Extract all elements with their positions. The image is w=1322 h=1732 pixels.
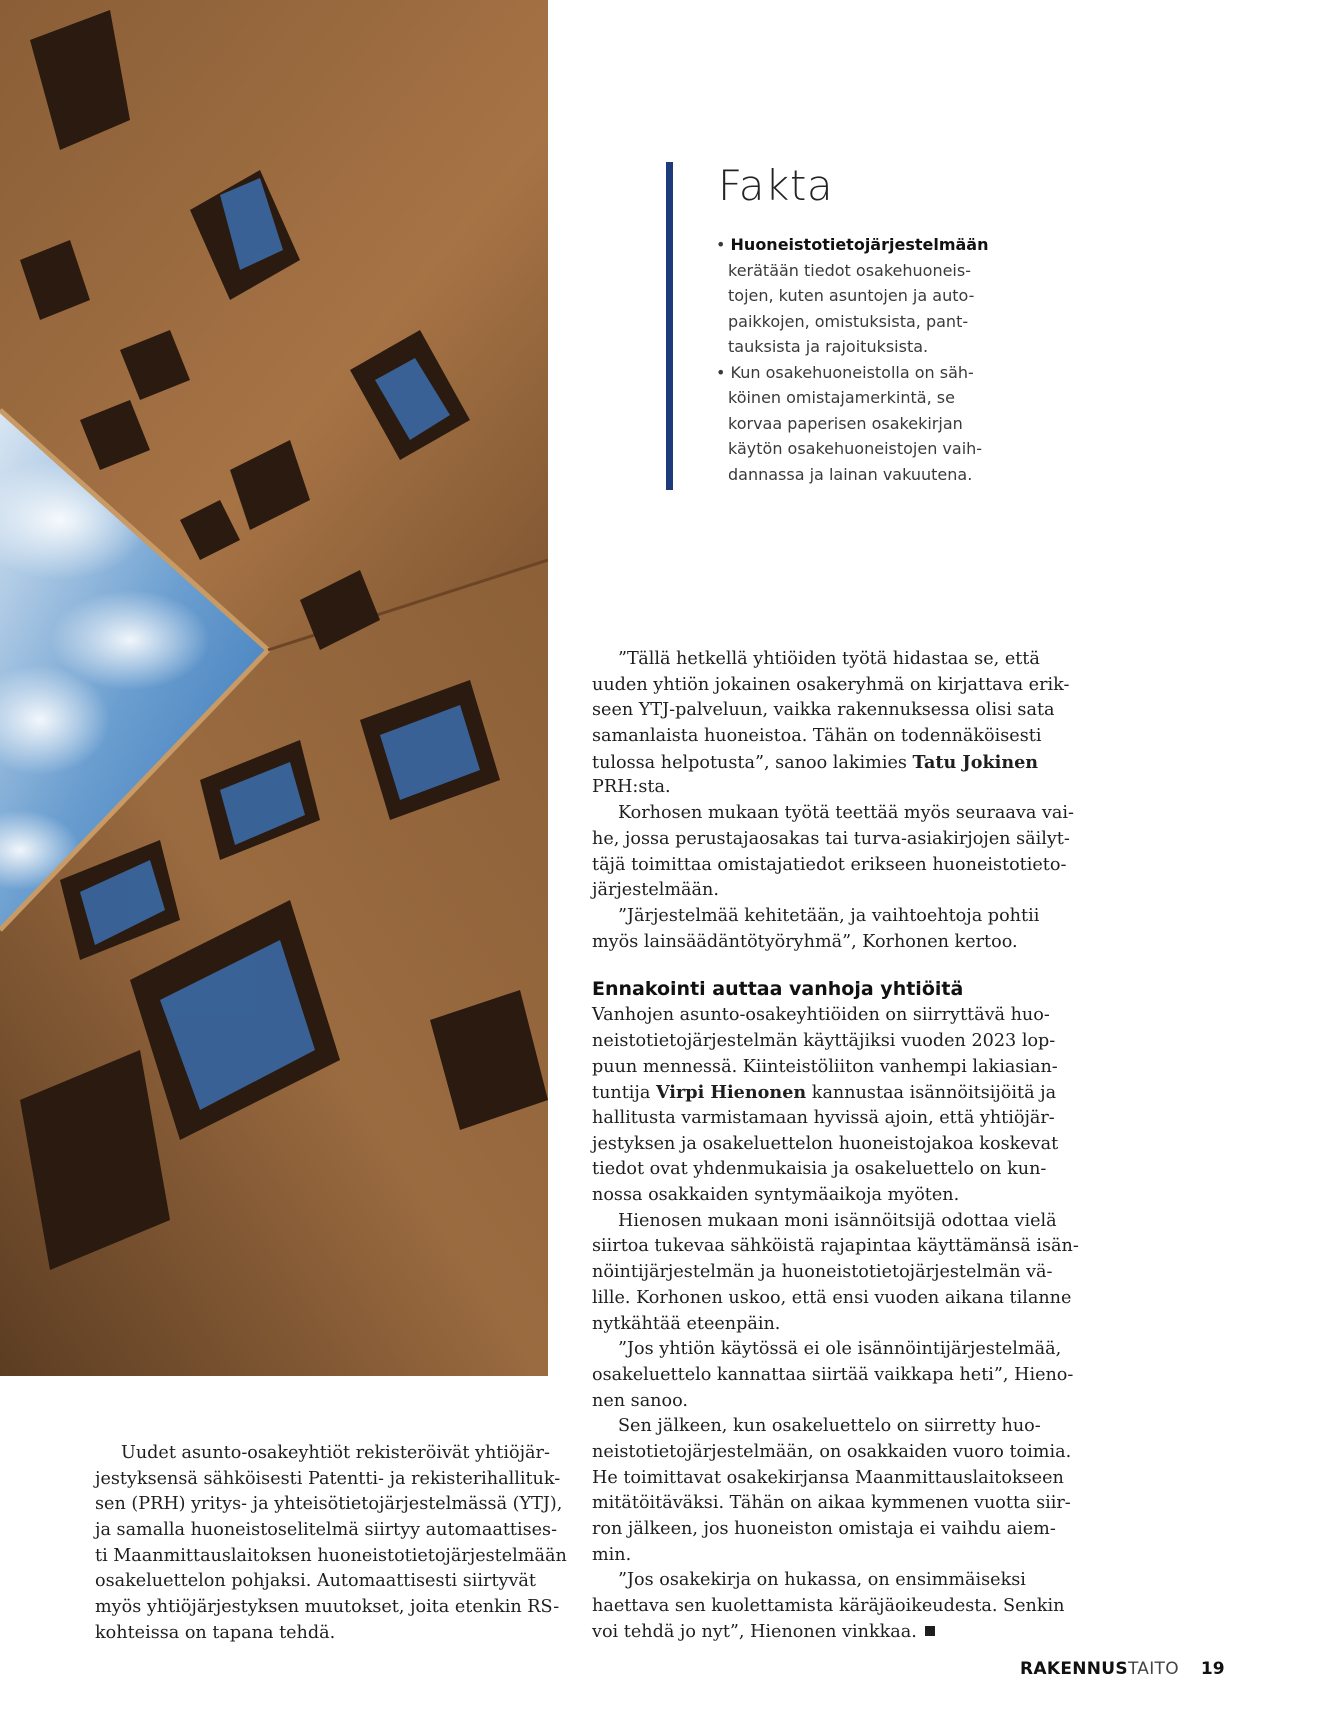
line-text: siirtoa tukevaa sähköistä rajapintaa käyttämänsä isän-: [592, 1236, 1079, 1257]
line-text: korvaa paperisen osakekirjan: [728, 413, 963, 433]
line-text: hallitusta varmistamaan hyvissä ajoin, että yhtiöjär-: [592, 1108, 1055, 1128]
page-number: 19: [1200, 1659, 1225, 1679]
line-text: Vanhojen asunto-osakeyhtiöiden on siirryttävä huo-: [592, 1005, 1050, 1026]
fact-box-title: Fakta: [718, 161, 834, 210]
text-line: [592, 1080, 1067, 1106]
line-text: osakeluettelon pohjaksi. Automaattisesti siirtyvät: [95, 1571, 536, 1592]
text-line: [592, 1568, 1067, 1594]
text-line: [592, 853, 1067, 879]
fact-box-line: [716, 309, 1026, 335]
line-text: tiedot ovat yhdenmukaisia ja osakeluettelo on kun-: [592, 1159, 1047, 1180]
line-text: köinen omistajamerkintä, se: [728, 388, 955, 407]
text-line: [592, 1620, 1067, 1646]
text-line: [592, 1363, 1074, 1389]
line-text: samanlaista huoneistoa. Tähän on todennäköisesti: [592, 726, 1042, 747]
line-text: he, jossa perustajaosakas tai turva-asiakirjojen säilyt-: [592, 828, 1070, 849]
text-line: [592, 1543, 1067, 1569]
text-line: [592, 1594, 1067, 1620]
line-text: kerätään tiedot osakehuoneis-: [728, 260, 971, 280]
text-line: [592, 1466, 1067, 1492]
line-text: ”Tällä hetkellä yhtiöiden työtä hidastaa se, että: [618, 649, 1040, 669]
text-line: [592, 1414, 1067, 1440]
line-text: nöintijärjestelmän ja huoneistotietojärjestelmän vä-: [592, 1262, 1053, 1283]
line-text: järjestelmään.: [592, 880, 719, 901]
line-text: paikkojen, omistuksista, pant-: [728, 311, 969, 331]
text-line: [592, 1389, 1067, 1415]
page-footer: [1020, 1659, 1225, 1679]
fact-box-list: [716, 232, 1026, 487]
text-line: [95, 1569, 560, 1595]
bullet: •: [716, 362, 731, 382]
line-text: sen (PRH) yritys- ja yhteisötietojärjestelmässä (YTJ),: [95, 1494, 563, 1515]
line-text: kannustaa isännöitsijöitä ja: [806, 1083, 1057, 1104]
line-text: täjä toimittaa omistajatiedot erikseen huoneistotieto-: [592, 854, 1067, 875]
text-line: [592, 775, 1067, 801]
magazine-name-light: TAITO: [1127, 1659, 1179, 1679]
line-text: uuden yhtiön jokainen osakeryhmä on kirjattava erik-: [592, 674, 1070, 695]
line-text: ”Järjestelmää kehitetään, ja vaihtoehtoja pohtii: [618, 905, 1040, 926]
text-line: [592, 698, 1067, 724]
line-text: ja samalla huoneistoselitelmä siirtyy automaattises-: [95, 1520, 558, 1541]
line-text: tauksista ja rajoituksista.: [728, 337, 929, 356]
text-line: [592, 1260, 1067, 1286]
fact-box-line: [716, 283, 1026, 309]
article-right-column: [592, 647, 1079, 1645]
line-text: Kun osakehuoneistolla on säh-: [730, 362, 974, 382]
line-text: ti Maanmittauslaitoksen huoneistotietojärjestelmään: [95, 1545, 567, 1566]
text-line: [592, 1157, 1067, 1183]
line-text: neistotietojärjestelmän käyttäjiksi vuoden 2023 lop-: [592, 1030, 1056, 1051]
article-left-column: [95, 1441, 567, 1647]
line-text: osakeluettelo kannattaa siirtää vaikkapa heti”, Hieno-: [592, 1364, 1074, 1385]
line-text: jestyksensä sähköisesti Patentti- ja rekisterihallituk-: [95, 1468, 561, 1489]
article-body-part-1: [592, 647, 1074, 955]
text-line: [592, 878, 1067, 904]
text-line: [592, 1491, 1071, 1517]
line-text: tuntija: [592, 1083, 656, 1104]
text-line: [592, 1517, 1067, 1543]
line-text: dannassa ja lainan vakuutena.: [728, 464, 973, 484]
person-name: Virpi Hienonen: [655, 1082, 807, 1104]
text-line: [592, 1106, 1067, 1132]
fact-box-line: [716, 360, 1026, 386]
text-line: [95, 1492, 563, 1518]
line-text: haettava sen kuolettamista käräjäoikeudesta. Senkin: [592, 1596, 1065, 1617]
line-text: Sen jälkeen, kun osakeluettelo on siirretty huo-: [618, 1416, 1041, 1437]
bullet: •: [716, 235, 731, 254]
line-text: kohteissa on tapana tehdä.: [95, 1622, 336, 1643]
text-line: [592, 1286, 1072, 1312]
fact-box-line: [716, 258, 1026, 284]
line-text: min.: [592, 1544, 632, 1565]
line-text: puun mennessä. Kiinteistöliiton vanhempi lakiasian-: [592, 1056, 1058, 1077]
person-name: Tatu Jokinen: [912, 751, 1039, 773]
line-text: He toimittavat osakekirjansa Maanmittauslaitokseen: [592, 1467, 1064, 1488]
article-body-part-2: [592, 1003, 1079, 1645]
text-line: [592, 1003, 1067, 1029]
text-line: [592, 930, 1067, 956]
line-text: tojen, kuten asuntojen ja auto-: [728, 286, 975, 305]
text-line: [95, 1595, 560, 1621]
fact-box-line: [716, 385, 1026, 411]
text-line: [592, 1312, 1067, 1338]
fact-box-accent-bar: [666, 162, 673, 490]
line-text: ”Jos osakekirja on hukassa, on ensimmäiseksi: [618, 1570, 1026, 1591]
text-line: [592, 724, 1067, 750]
end-mark-icon: [925, 1626, 935, 1636]
text-line: [592, 1055, 1067, 1081]
text-line: [592, 801, 1074, 827]
fact-box-line: [716, 462, 1026, 488]
text-line: [592, 1029, 1067, 1055]
line-text: Hienosen mukaan moni isännöitsijä odottaa vielä: [618, 1210, 1057, 1231]
line-text: jestyksen ja osakeluettelon huoneistojakoa koskevat: [592, 1133, 1059, 1154]
line-text: tulossa helpotusta”, sanoo lakimies: [592, 752, 913, 773]
courtyard-photo: [0, 0, 548, 1376]
text-line: [592, 673, 1070, 699]
text-line: [592, 1440, 1072, 1466]
fact-box-line: [716, 411, 1026, 437]
line-text: ron jälkeen, jos huoneiston omistaja ei vaihdu aiem-: [592, 1519, 1056, 1539]
fact-box-line: [716, 334, 1026, 360]
text-line: [95, 1544, 567, 1570]
section-heading: Ennakointi auttaa vanhoja yhtiöitä: [592, 978, 964, 1001]
text-line: [95, 1441, 560, 1467]
line-text: Uudet asunto-osakeyhtiöt rekisteröivät yhtiöjär-: [121, 1443, 550, 1463]
line-text: myös yhtiöjärjestyksen muutokset, joita etenkin RS-: [95, 1597, 560, 1618]
text-line: [95, 1621, 560, 1647]
line-text: Korhosen mukaan työtä teettää myös seuraava vai-: [618, 803, 1074, 824]
text-line: [592, 1183, 1067, 1209]
magazine-name-bold: RAKENNUS: [1020, 1659, 1128, 1679]
text-line: [95, 1518, 560, 1544]
line-text: nossa osakkaiden syntymäaikoja myöten.: [592, 1185, 960, 1206]
line-text: neistotietojärjestelmään, on osakkaiden vuoro toimia.: [592, 1441, 1072, 1462]
text-line: [592, 1234, 1079, 1260]
line-text: ”Jos yhtiön käytössä ei ole isännöintijärjestelmää,: [618, 1339, 1062, 1360]
text-line: [592, 904, 1067, 930]
line-text: käytön osakehuoneistojen vaih-: [728, 439, 983, 458]
line-text: voi tehdä jo nyt”, Hienonen vinkkaa.: [592, 1621, 917, 1642]
fact-box-line: [716, 436, 1026, 462]
line-text: lille. Korhonen uskoo, että ensi vuoden aikana tilanne: [592, 1287, 1072, 1308]
text-line: [95, 1467, 560, 1493]
text-line: [592, 827, 1070, 853]
text-line: [592, 1132, 1067, 1158]
line-text: seen YTJ-palveluun, vaikka rakennuksessa olisi sata: [592, 700, 1055, 721]
line-text: nen sanoo.: [592, 1390, 688, 1411]
text-line: [592, 647, 1067, 673]
line-text: PRH:sta.: [592, 777, 671, 798]
text-line: [592, 1209, 1067, 1235]
line-text: nytkähtää eteenpäin.: [592, 1313, 781, 1334]
fact-box-line: [716, 232, 1026, 258]
text-line: [592, 1337, 1067, 1363]
text-line: [592, 750, 1067, 776]
line-text: myös lainsäädäntötyöryhmä”, Korhonen kertoo.: [592, 931, 1018, 952]
bold-term: Huoneistotietojärjestelmään: [730, 235, 989, 254]
line-text: mitätöitäväksi. Tähän on aikaa kymmenen vuotta siir-: [592, 1493, 1071, 1514]
